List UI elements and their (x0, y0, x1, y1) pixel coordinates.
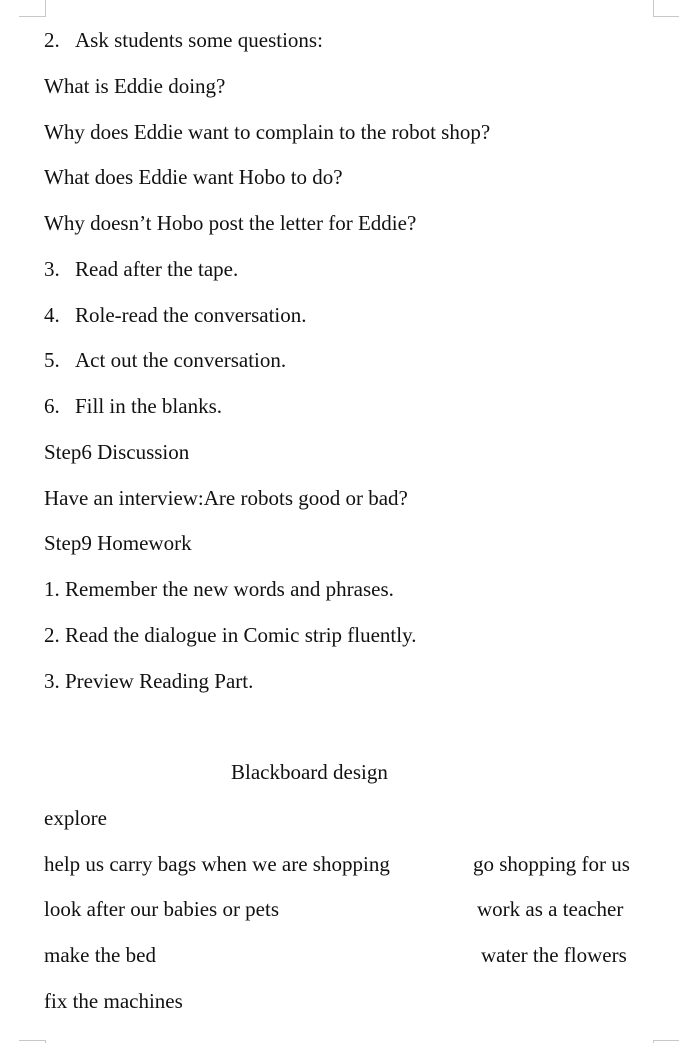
list-item-read-tape (44, 256, 238, 282)
list-item-ask-questions (44, 27, 323, 53)
homework-item: 2. Read the dialogue in Comic strip fluently. (44, 623, 417, 647)
page-corner-mark-top-left (19, 0, 46, 17)
page-corner-mark-top-right (653, 0, 679, 17)
blackboard-right-item: work as a teacher (477, 897, 624, 921)
question-line: Why doesn’t Hobo post the letter for Eddie? (44, 211, 417, 235)
homework-item: 3. Preview Reading Part. (44, 669, 254, 693)
list-text: Act out the conversation. (75, 348, 287, 372)
list-text: Role-read the conversation. (75, 303, 307, 327)
list-item-act-out (44, 347, 286, 373)
list-item-fill-blanks (44, 393, 222, 419)
blackboard-heading: explore (44, 806, 107, 830)
step-heading-discussion: Step6 Discussion (44, 440, 190, 464)
question-line: What does Eddie want Hobo to do? (44, 165, 343, 189)
question-line: Why does Eddie want to complain to the robot shop? (44, 120, 491, 144)
list-number: 6. (44, 394, 60, 418)
list-number: 2. (44, 28, 60, 52)
blackboard-right-item: water the flowers (481, 943, 627, 967)
question-line: What is Eddie doing? (44, 74, 226, 98)
list-text: Ask students some questions: (75, 28, 323, 52)
blackboard-left-item: fix the machines (44, 989, 183, 1013)
step-heading-homework: Step9 Homework (44, 531, 192, 555)
blackboard-left-item: help us carry bags when we are shopping (44, 852, 390, 876)
blackboard-left-item: look after our babies or pets (44, 897, 280, 921)
list-number: 5. (44, 348, 60, 372)
list-text: Read after the tape. (75, 257, 239, 281)
list-item-role-read (44, 302, 307, 328)
homework-item: 1. Remember the new words and phrases. (44, 577, 394, 601)
blackboard-title: Blackboard design (231, 760, 388, 784)
list-text: Fill in the blanks. (75, 394, 222, 418)
blackboard-left-item: make the bed (44, 943, 156, 967)
list-number: 3. (44, 257, 60, 281)
discussion-text: Have an interview:Are robots good or bad? (44, 486, 408, 510)
blackboard-right-item: go shopping for us (473, 852, 630, 876)
list-number: 4. (44, 303, 60, 327)
